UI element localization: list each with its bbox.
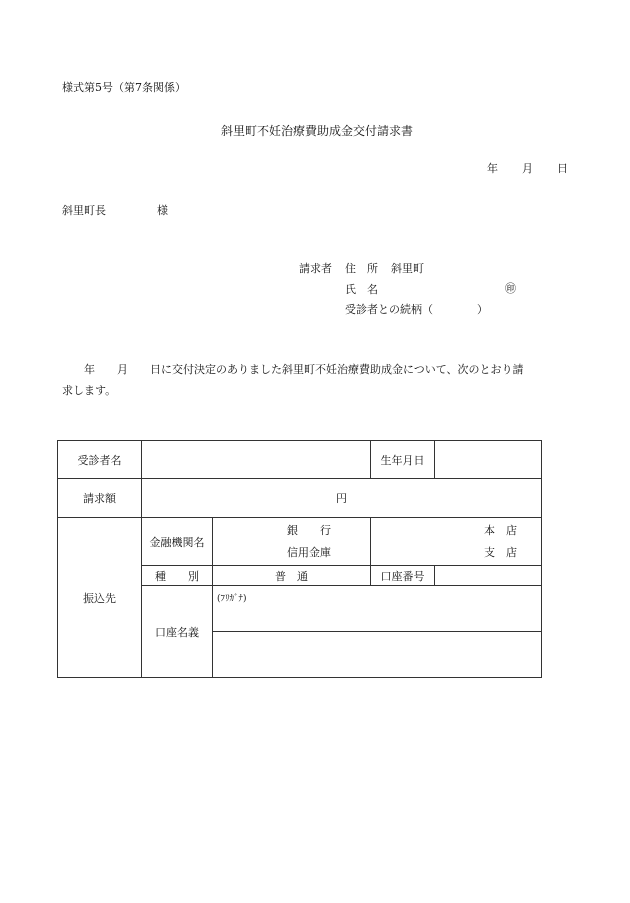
address-value[interactable]: 斜里町 — [391, 262, 424, 275]
page-title: 斜里町不妊治療費助成金交付請求書 — [221, 124, 414, 138]
account-holder-name-field[interactable] — [213, 632, 542, 678]
date-year: 年 — [487, 162, 498, 175]
relationship-label[interactable]: 受診者との続柄（ ） — [345, 303, 488, 316]
branch-field[interactable] — [371, 518, 542, 566]
account-number-field[interactable] — [435, 566, 542, 586]
head-office-label: 本 店 — [484, 523, 518, 537]
account-number-label: 口座番号 — [371, 566, 435, 586]
bank-type-bank: 銀 行 — [287, 523, 331, 537]
body-text-line1: 年 月 日に交付決定のありました斜里町不妊治療費助成金について、次のとおり請 — [62, 363, 524, 376]
claimant-label: 請求者 — [299, 262, 332, 275]
address-label: 住 所 — [345, 262, 378, 275]
seal-mark: ㊞ — [505, 282, 516, 295]
date-month: 月 — [522, 162, 533, 175]
transfer-label: 振込先 — [58, 518, 142, 678]
form-number: 様式第5号（第7条関係） — [62, 81, 186, 94]
institution-name-field[interactable] — [213, 518, 371, 566]
amount-field[interactable] — [142, 479, 542, 518]
furigana-label: (ﾌﾘｶﾞﾅ) — [217, 594, 247, 604]
patient-name-field[interactable] — [142, 441, 371, 479]
amount-label: 請求額 — [58, 479, 142, 518]
account-type-value: 普 通 — [213, 566, 371, 586]
account-type-label: 種 別 — [142, 566, 213, 586]
addressee-honorific: 様 — [157, 204, 168, 217]
date-day: 日 — [557, 162, 568, 175]
birth-date-label: 生年月日 — [371, 441, 435, 479]
addressee-name: 斜里町長 — [62, 204, 106, 217]
amount-unit: 円 — [336, 492, 347, 505]
institution-label: 金融機関名 — [142, 518, 213, 566]
birth-date-field[interactable] — [435, 441, 542, 479]
branch-label: 支 店 — [484, 545, 518, 559]
body-text-line2: 求します。 — [62, 384, 117, 397]
account-holder-furigana-field[interactable] — [213, 586, 542, 632]
bank-type-credit-union: 信用金庫 — [287, 545, 331, 559]
account-holder-label: 口座名義 — [142, 586, 213, 678]
patient-name-label: 受診者名 — [58, 441, 142, 479]
claim-table — [57, 440, 542, 678]
name-label: 氏 名 — [345, 283, 378, 296]
